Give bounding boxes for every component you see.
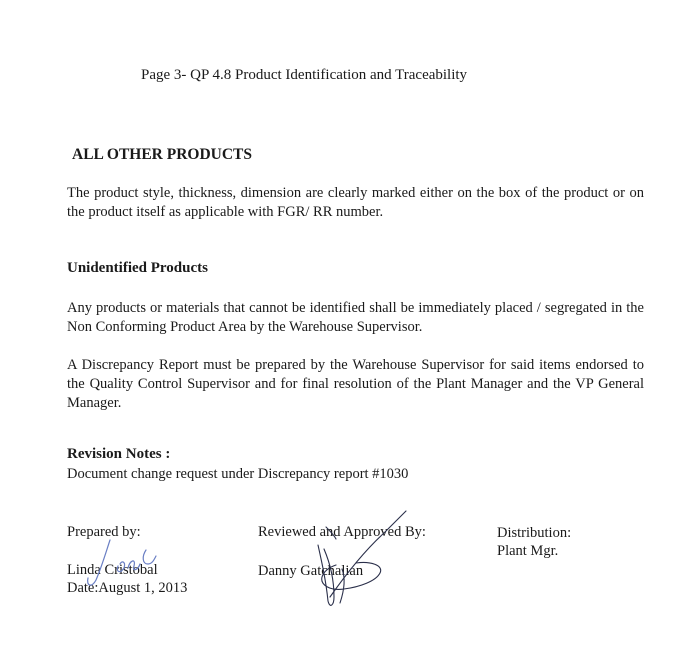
reviewer-signature-icon bbox=[300, 505, 415, 615]
section-title-all-other-products: ALL OTHER PRODUCTS bbox=[72, 146, 253, 163]
prepared-by-name: Linda Cristobal bbox=[67, 562, 158, 578]
distribution-label: Distribution: bbox=[497, 525, 572, 541]
distribution-value: Plant Mgr. bbox=[497, 543, 559, 559]
prepared-by-label: Prepared by: bbox=[67, 524, 141, 540]
paragraph-segregation: Any products or materials that cannot be identified shall be immediately placed / segregated in the Non Conforming Product Area by the Warehouse Supervisor. bbox=[67, 300, 644, 335]
paragraph-product-marking: The product style, thickness, dimension are clearly marked either on the box of the product or on the product itself as applicable with FGR/ RR number. bbox=[67, 185, 644, 220]
paragraph-discrepancy-report: A Discrepancy Report must be prepared by the Warehouse Supervisor for said items endorsed to the Quality Control Supervisor and for final resolution of the Plant Manager and the VP General Manager. bbox=[67, 357, 644, 411]
page-header: Page 3- QP 4.8 Product Identification and Traceability bbox=[141, 67, 468, 83]
revision-notes-title: Revision Notes : bbox=[67, 446, 171, 462]
prepared-date: Date:August 1, 2013 bbox=[67, 580, 188, 596]
reviewed-by-name: Danny Gatchalian bbox=[258, 563, 364, 579]
revision-notes-text: Document change request under Discrepancy report #1030 bbox=[67, 466, 409, 482]
reviewed-by-label: Reviewed and Approved By: bbox=[258, 524, 426, 540]
section-title-unidentified-products: Unidentified Products bbox=[67, 260, 208, 276]
